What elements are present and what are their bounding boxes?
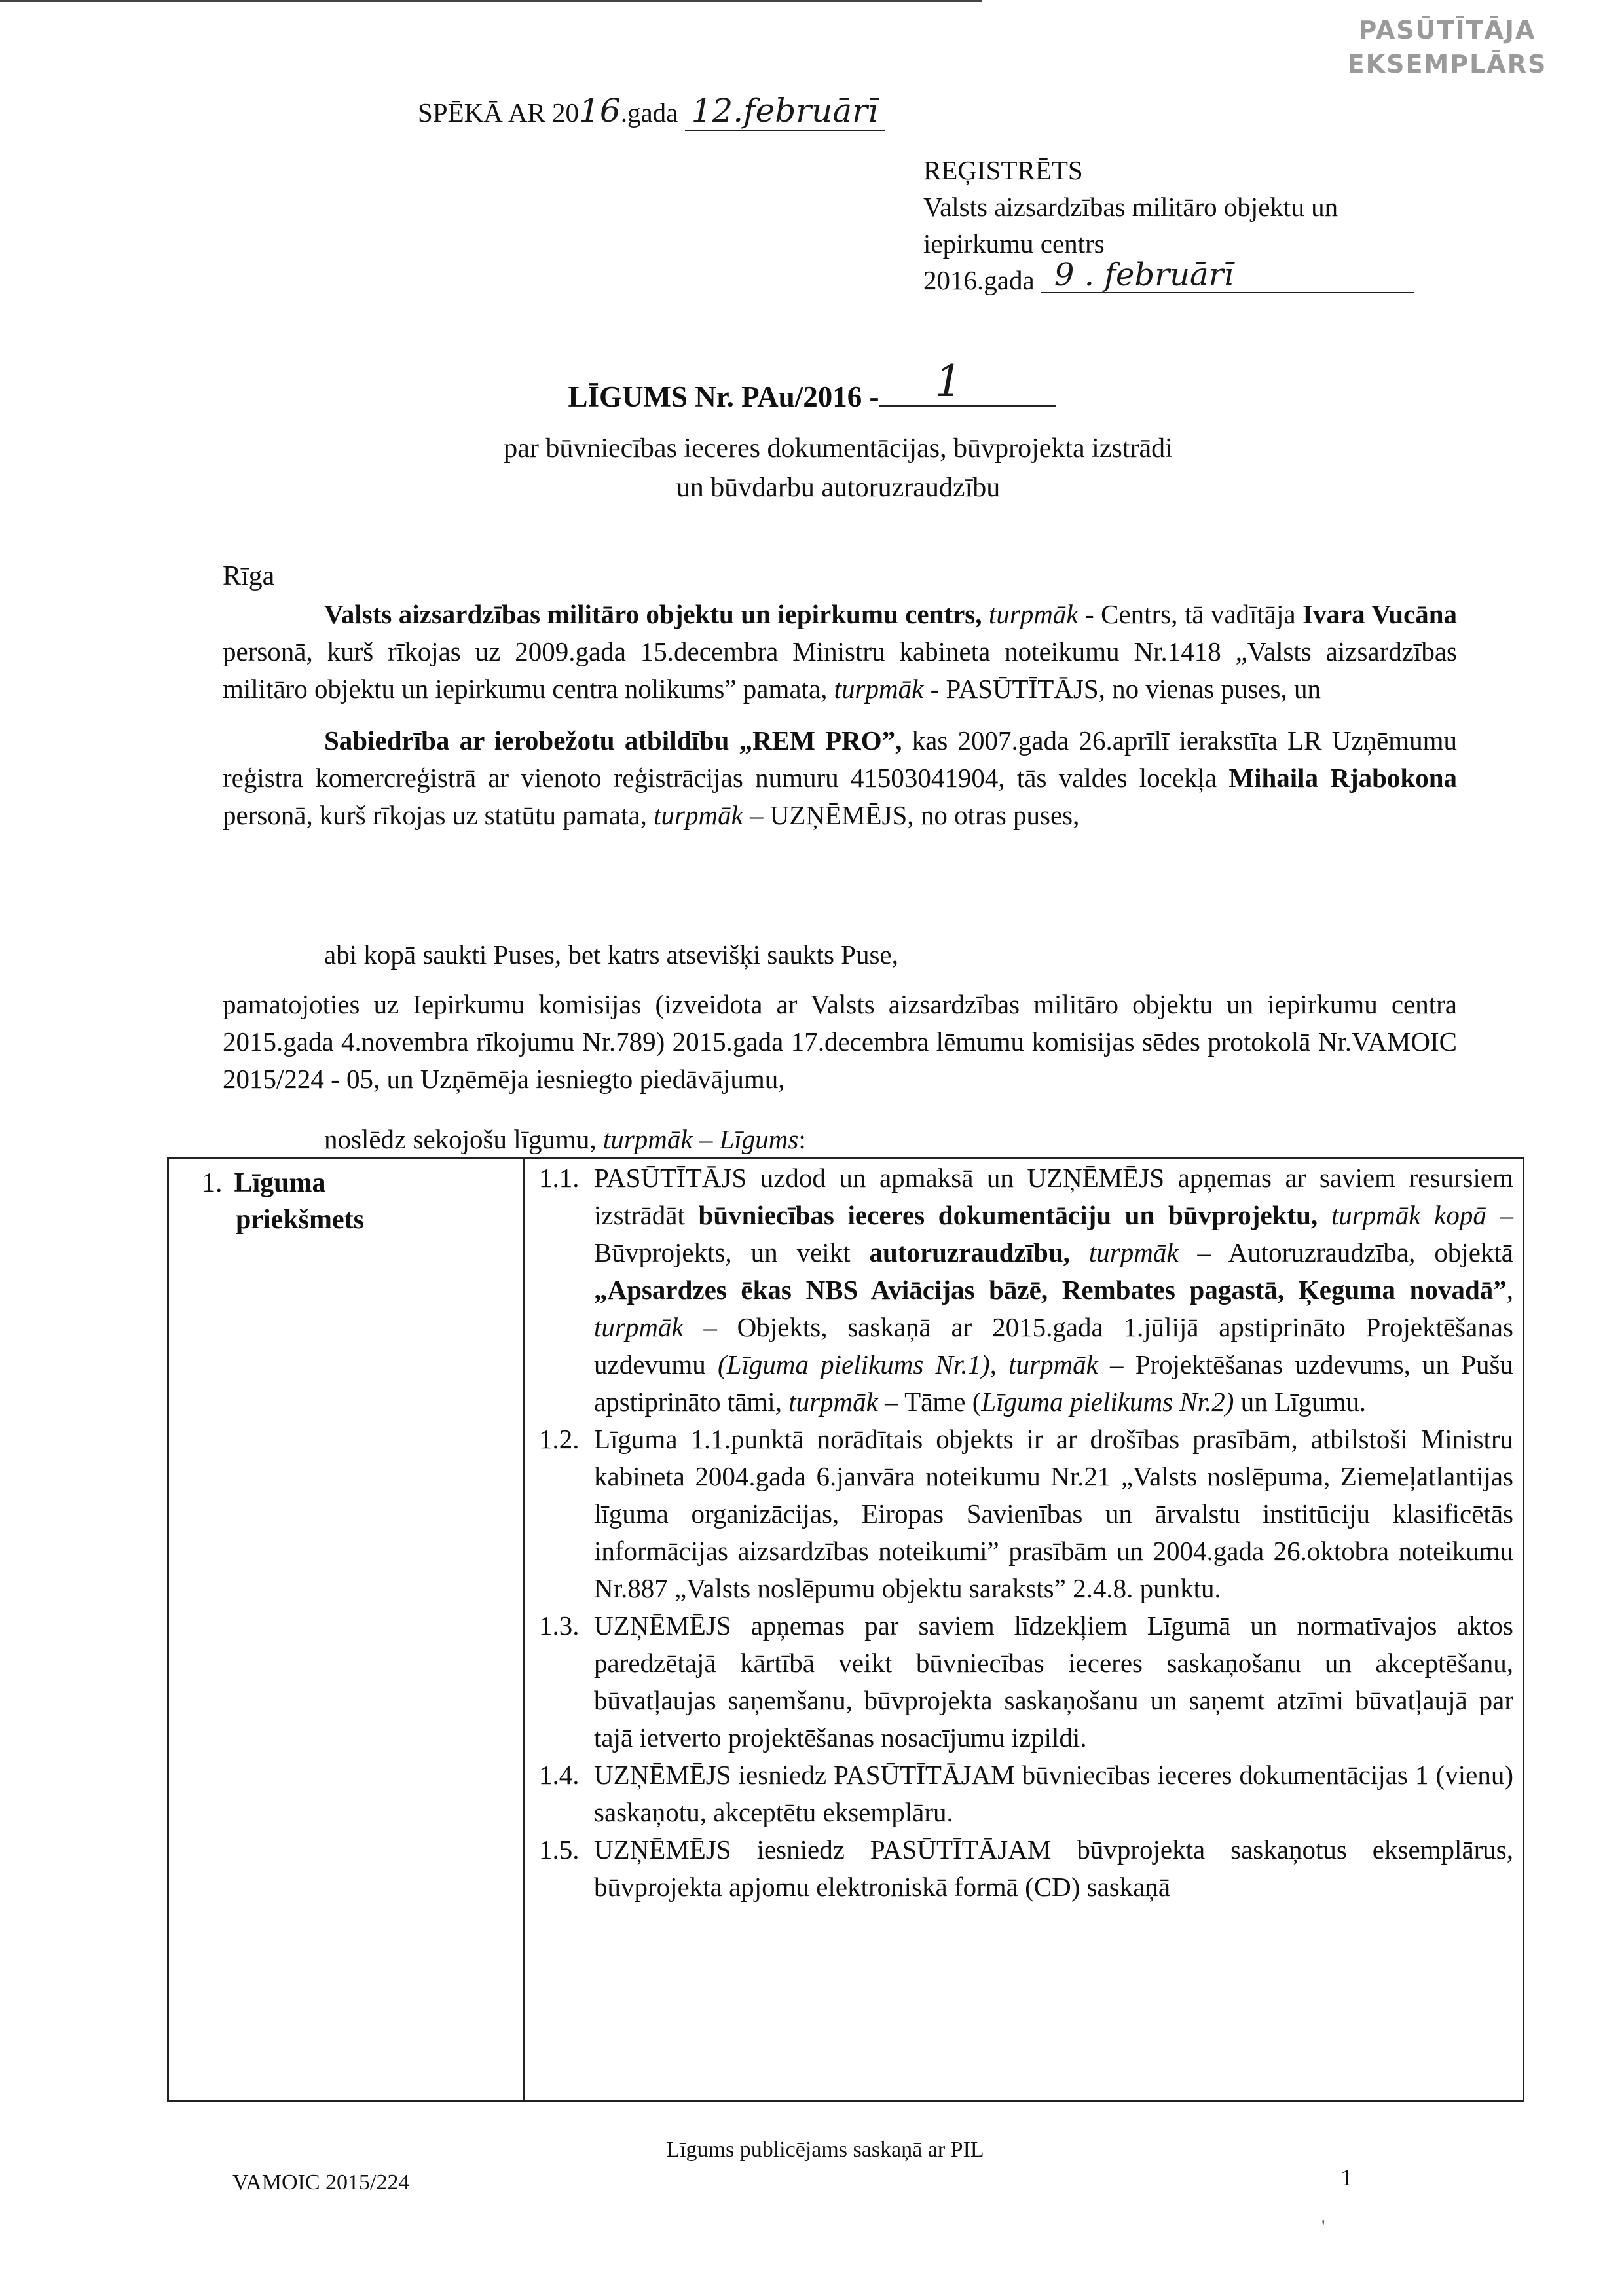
clause-text: UZŅĒMĒJS iesniedz PASŪTĪTĀJAM būvniecības ieceres dokumentācijas 1 (vienu) saskaņotu, akceptētu eksemplāru.: [594, 1760, 1513, 1827]
clause-number: 1.4.: [539, 1760, 580, 1790]
party2-text-italic: turpmāk: [654, 800, 743, 830]
validity-line: [418, 92, 885, 130]
contract-title-prefix: LĪGUMS Nr. PAu/2016 -: [568, 380, 879, 413]
registration-org-line2: iepirkumu centrs: [923, 228, 1105, 259]
registration-heading: REĢISTRĒTS: [923, 155, 1083, 185]
party1-paragraph: [223, 596, 1457, 708]
party1-text-italic: turpmāk: [988, 599, 1079, 629]
party2-text: – UZŅĒMĒJS, no otras puses,: [743, 800, 1080, 830]
clause-text-bold: autoruzraudzību,: [869, 1237, 1070, 1267]
party1-text: - Centrs, tā vadītāja: [1078, 599, 1303, 629]
registration-date-blank: [1041, 257, 1414, 293]
clause-text: – Būvprojekts, un veikt: [594, 1200, 1513, 1267]
party1-name: Valsts aizsardzības militāro objektu un iepirkumu centrs,: [324, 599, 982, 629]
clause-1-1: [539, 1159, 1513, 1421]
party2-text: kas 2007.gada 26.aprīlī ierakstīta LR Uzņēmumu reģistra komercreģistrā ar vienoto reģistrācijas numuru 41503041904, tās valdes locekļa: [223, 725, 1457, 793]
clause-text: – Autoruzraudzība, objektā: [1178, 1237, 1514, 1267]
validity-suffix: .gada: [620, 98, 685, 128]
stamp-line2: EKSEMPLĀRS: [1347, 50, 1547, 79]
contract-subtitle: [0, 429, 1624, 507]
party2-text: personā, kurš rīkojas uz statūtu pamata,: [223, 800, 654, 830]
contract-title: [0, 356, 1624, 414]
clause-text-italic: turpmāk kopā: [1331, 1200, 1486, 1230]
parties-definition: abi kopā saukti Puses, bet katrs atsevišķi saukts Puse,: [324, 939, 898, 970]
page-number: 1: [1340, 2164, 1352, 2191]
registration-date-prefix: 2016.gada: [923, 265, 1041, 295]
clause-text: ,: [1506, 1275, 1513, 1305]
clause-text-italic: turpmāk: [788, 1387, 878, 1417]
party1-representative: Ivara Vucāna: [1302, 599, 1458, 629]
party1-text: [982, 599, 989, 629]
clause-text: UZŅĒMĒJS iesniedz PASŪTĪTĀJAM būvprojekta saskaņotus eksemplārus, būvprojekta apjomu elektroniskā formā (CD) saskaņā: [594, 1834, 1513, 1902]
clause-1-4: [539, 1757, 1513, 1831]
party1-text: - PASŪTĪTĀJS, no vienas puses, un: [923, 674, 1321, 704]
clause-text: Līguma 1.1.punktā norādītais objekts ir ar drošības prasībām, atbilstoši Ministru kabineta 2004.gada 6.janvāra noteikumu Nr.21 „Valsts noslēpuma, Ziemeļatlantijas līguma organizācijas, Eiropas Savienības un ārvalstu institūciju klasificētās informācijas aizsardzības noteikumi” prasībām un 2004.gada 26.oktobra noteikumu Nr.887 „Valsts noslēpumu objektu saraksts” 2.4.8. punktu.: [594, 1424, 1513, 1603]
conclusion-text-italic: turpmāk – Līgums: [602, 1124, 799, 1154]
clause-text: UZŅĒMĒJS apņemas par saviem līdzekļiem Līgumā un normatīvajos aktos paredzētajā kārtībā veikt būvniecības ieceres saskaņošanu un akceptēšanu, būvatļaujas saņemšanu, būvprojekta saskaņošanu un saņemt atzīmi būvatļaujā par tajā ietverto projektēšanas nosacījumu izpildi.: [594, 1611, 1513, 1753]
party2-name: Sabiedrība ar ierobežotu atbildību „REM PRO”,: [324, 725, 902, 756]
clause-number: 1.1.: [539, 1163, 580, 1193]
clause-text-italic: turpmāk: [1088, 1237, 1179, 1267]
clause-text-italic: (Līguma pielikums Nr.1), turpmāk: [718, 1349, 1098, 1379]
clause-text-italic: Līguma pielikums Nr.2): [981, 1387, 1234, 1417]
clause-text: [1070, 1237, 1089, 1267]
conclusion-line: [324, 1121, 1437, 1158]
copy-stamp: [1336, 13, 1559, 81]
basis-paragraph: pamatojoties uz Iepirkumu komisijas (izveidota ar Valsts aizsardzības militāro objektu un iepirkumu centra 2015.gada 4.novembra rīkojumu Nr.789) 2015.gada 17.decembra lēmumu komisijas sēdes protokolā Nr.VAMOIC 2015/224 - 05, un Uzņēmēja iesniegto piedāvājumu,: [223, 989, 1457, 1094]
contract-subtitle-line2: un būvdarbu autoruzraudzību: [676, 473, 1001, 503]
clause-number: 1.5.: [539, 1834, 580, 1865]
contract-number-handwritten: 1: [934, 356, 963, 407]
party1-text-italic: turpmāk: [834, 674, 924, 704]
clause-text: PASŪTĪTĀJS uzdod un apmaksā un UZŅĒMĒJS apņemas ar saviem resursiem izstrādāt: [594, 1163, 1513, 1230]
table-column-divider: [523, 1159, 525, 2100]
clause-text: un Līgumu.: [1234, 1387, 1367, 1417]
section1-number: 1.: [202, 1168, 223, 1198]
section1-title-line1: Līguma: [234, 1168, 326, 1198]
procurement-id: VAMOIC 2015/224: [232, 2170, 410, 2195]
clause-number: 1.3.: [539, 1611, 580, 1641]
publication-note: Līgums publicējams saskaņā ar PIL: [666, 2138, 984, 2162]
party2-paragraph: [223, 722, 1457, 834]
conclusion-text: :: [798, 1124, 806, 1154]
clause-text: – Tāme (: [877, 1387, 982, 1417]
contract-subtitle-line1: par būvniecības ieceres dokumentācijas, būvprojekta izstrādi: [504, 433, 1173, 464]
contract-terms-table: [167, 1157, 1524, 2102]
section1-title-line2: priekšmets: [236, 1205, 364, 1235]
registration-date-line: [923, 257, 1513, 299]
clause-text: – Projektēšanas uzdevums, un Pušu apstiprināto tāmi,: [594, 1349, 1513, 1417]
registration-org-line1: Valsts aizsardzības militāro objektu un: [923, 192, 1338, 222]
clause-1-5: [539, 1831, 1513, 1906]
registration-block: [923, 152, 1513, 299]
clause-1-3: [539, 1607, 1513, 1757]
clause-1-2: [539, 1421, 1513, 1607]
validity-prefix: SPĒKĀ AR 20: [418, 98, 580, 128]
clause-text: – Objekts, saskaņā ar 2015.gada 1.jūlijā apstiprināto Projektēšanas uzdevumu: [594, 1312, 1513, 1379]
contract-number-blank: [879, 356, 1056, 407]
clause-text-italic: turpmāk: [594, 1312, 684, 1342]
contract-city: Rīga: [223, 561, 275, 591]
clause-text: [1318, 1200, 1331, 1230]
object-name: „Apsardzes ēkas NBS Aviācijas bāzē, Rembates pagastā, Ķeguma novadā”: [594, 1275, 1507, 1305]
stamp-line1: PASŪTĪTĀJA: [1358, 16, 1536, 45]
margin-mark: ': [1321, 2216, 1325, 2238]
section1-heading: [202, 1165, 364, 1238]
top-edge-rule: [0, 0, 982, 2]
validity-year-handwritten: 16: [579, 92, 621, 130]
section1-clauses: [539, 1159, 1513, 1906]
party1-text: personā, kurš rīkojas uz 2009.gada 15.decembra Ministru kabineta noteikumu Nr.1418 „Valsts aizsardzības militāro objektu un iepirkumu centra nolikums” pamata,: [223, 636, 1457, 704]
party2-representative: Mihaila Rjabokona: [1228, 763, 1458, 793]
clause-text-bold: būvniecības ieceres dokumentāciju un būvprojektu,: [698, 1200, 1318, 1230]
validity-date-handwritten: 12.februārī: [685, 92, 885, 131]
clause-number: 1.2.: [539, 1424, 580, 1454]
registration-date-handwritten: 9 . februārī: [1054, 257, 1234, 293]
conclusion-text: noslēdz sekojošu līgumu,: [324, 1124, 603, 1154]
